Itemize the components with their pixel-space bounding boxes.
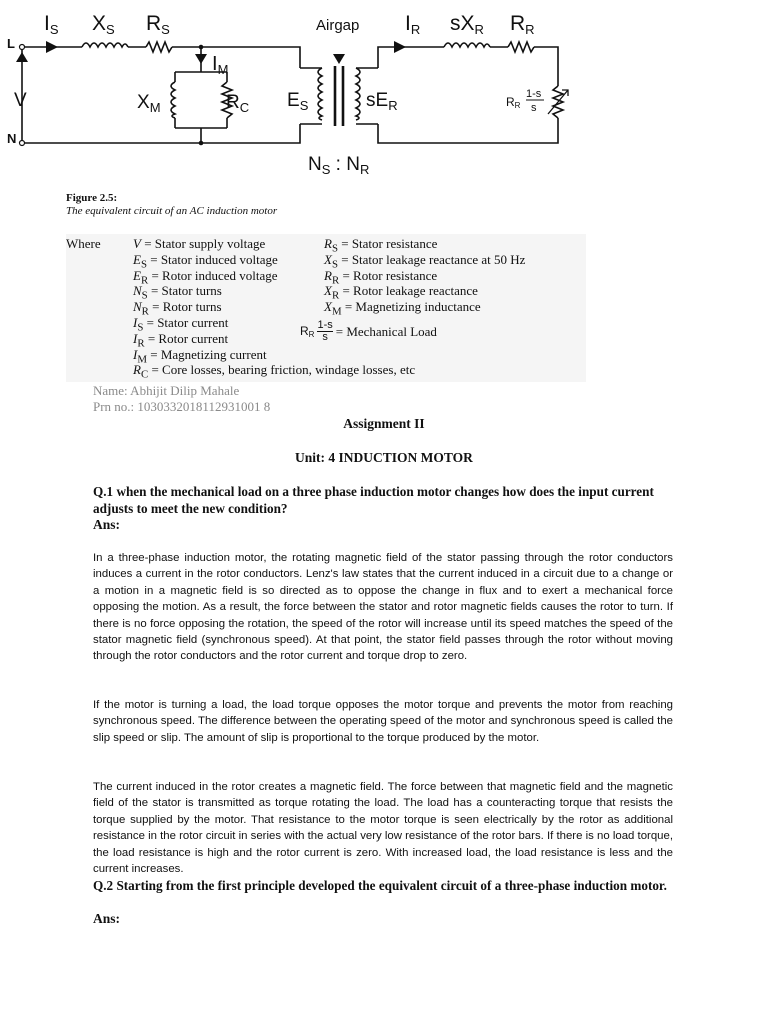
terminal-n [20,141,25,146]
label-airgap: Airgap [316,17,360,34]
question-2: Q.2 Starting from the first principle developed the equivalent circuit of a three-phase induction motor. [93,878,667,893]
answer-1-paragraph-1: In a three-phase induction motor, the rotating magnetic field of the stator passing through the rotor conductors induces a current in the rotor conductors. Lenz's law states that the current induced in a circuit due to a change or a motion in a magnetic field is so directed as to oppose the change in flux and to exert a mechanical force opposing the motion. As a result, the force between the stator and rotor magnetic fields causes the rotor to turn. If there is no force opposing the rotation, the speed of the rotor will increase until its speed matches the speed of the stator magnetic field (synchronous speed). At that point, the stator field passes through the rotor without moving through the rotor conductors and the rotor current and torque drop to zero. [93,552,673,663]
label-load-den: s [531,102,537,114]
answer-1-paragraph-2: If the motor is turning a load, the load torque opposes the motor torque and prevents the motor from reaching synchronous speed. The difference between the operating speed of the motor and synchronous speed is called the slip speed or slip. The amount of slip is proportional to the torque produced by the motor. [93,699,673,744]
is-arrow-icon [46,41,58,53]
label-es: $E_S$ [287,90,309,113]
answer-2-label: Ans: [93,911,121,926]
figure-number: Figure 2.5: [66,192,118,204]
label-rc: $R_C$ [226,92,250,115]
rr-resistor-icon [508,42,534,52]
assignment-title: Assignment II [343,416,425,431]
legend-item: $E_R$ = Rotor induced voltage [133,267,278,287]
legend-item: $N_S$ = Stator turns [133,283,222,302]
airgap-arrow-icon [333,54,345,64]
v-arrow-icon [16,52,28,62]
legend-item: $R_R$ = Rotor resistance [324,267,438,287]
answer-1-paragraph-3: The current induced in the rotor creates a magnetic field. The force between that magnetic field and the magnetic field of the stator is transmitted as torque rotating the load. The load has a counteracting torque that resists the torque supplied by the motor. That resistance to the motor torque is seen electrically by the rotor as additional resistance in the rotor circuit in series with the actual very low resistance of the rotor bars. If there is no load torque, the load resistance is high and the rotor current is zero. With increased load, the load resistance is less and the current increases. [93,781,673,876]
label-ir: IR [405,12,421,37]
symbol-legend [66,234,586,382]
label-ser: $sE_R$ [366,90,398,113]
xs-inductor-icon [82,43,128,47]
legend-item: $I_M$ = Magnetizing current [133,346,267,366]
legend-item: $R_C$ = Core losses, bearing friction, windage losses, etc [133,362,416,381]
label-l: L [7,36,15,51]
label-sxr: sXR [450,12,484,37]
sxr-inductor-icon [444,43,490,47]
stator-bottom-wire [22,124,300,143]
xm-inductor-icon [171,82,175,118]
student-prn: Prn no.: 1030332018112931001 8 [93,399,271,414]
legend-item: $I_S$ = Stator current [133,314,229,334]
legend-item: V = Stator supply voltage [133,236,266,251]
legend-item: $X_M$ = Magnetizing inductance [324,299,481,318]
legend-right-column [300,236,526,344]
answer-1-label: Ans: [93,517,121,532]
legend-item: $R_S$ = Stator resistance [324,236,438,255]
figure-caption [66,192,277,218]
label-load-r: RR [506,95,521,110]
legend-item: $E_S$ = Stator induced voltage [133,251,278,271]
rs-resistor-icon [146,42,172,52]
label-xs: XS [92,12,115,37]
label-n: N [7,131,17,146]
student-info [93,383,270,415]
legend-item: $I_R$ = Rotor current [133,330,229,350]
legend-item: $X_S$ = Stator leakage reactance at 50 Hz [324,251,526,271]
unit-title: Unit: 4 INDUCTION MOTOR [295,450,473,465]
student-name: Name: Abhijit Dilip Mahale [93,383,240,398]
label-rr: RR [510,12,535,37]
label-v: V [14,90,27,111]
label-ns-nr: $N_S$ : $N_R$ [308,154,370,177]
rotor-bottom-wire [378,118,558,143]
label-xm: $X_M$ [137,92,161,115]
terminal-l [20,45,25,50]
equivalent-circuit-diagram [0,0,600,185]
label-im: $I_M$ [212,53,229,77]
label-load-num: 1-s [526,88,542,100]
transformer-primary-icon [318,68,322,120]
figure-description: The equivalent circuit of an AC induction motor [66,205,278,217]
legend-mech-load: R R $\frac{1-s}{s}$ = Mechanical Load [300,319,437,344]
legend-item: $N_R$ = Rotor turns [133,299,222,318]
label-is: IS [44,12,59,37]
im-arrow-icon [195,54,207,64]
legend-item: $X_R$ = Rotor leakage reactance [324,283,478,302]
legend-where-label: Where [66,236,101,251]
ir-arrow-icon [394,41,406,53]
label-rs: RS [146,12,170,37]
transformer-secondary-icon [356,68,360,120]
question-1: Q.1 when the mechanical load on a three phase induction motor changes how does the input current adjusts to meet the new condition? [93,484,654,516]
